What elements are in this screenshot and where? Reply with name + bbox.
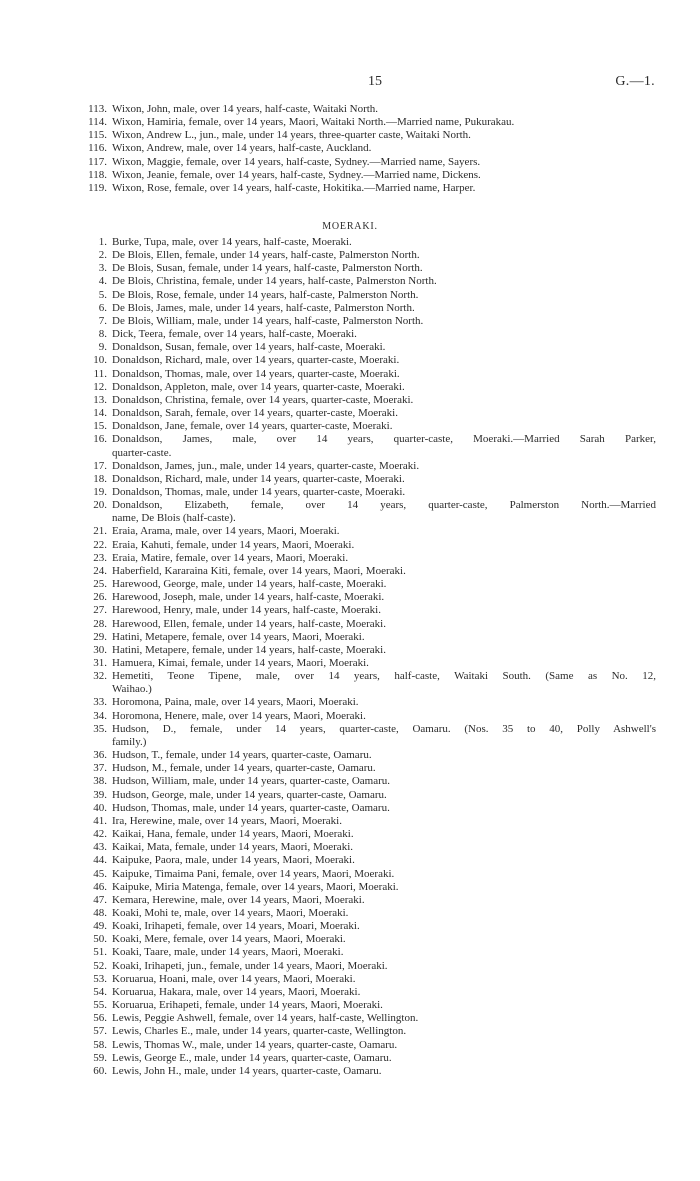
list-item xyxy=(0,433,700,459)
entry-text: Harewood, George, male, under 14 years, half-caste, Moeraki. xyxy=(112,578,387,591)
list-item xyxy=(0,696,700,709)
entry-text: Donaldson, Elizabeth, female, over 14 years, quarter-caste, Palmerston North.—Married xyxy=(112,499,656,512)
entry-text: Donaldson, James, jun., male, under 14 years, quarter-caste, Moeraki. xyxy=(112,459,420,472)
moeraki-entry-list xyxy=(0,236,700,1078)
entry-number: 21. xyxy=(93,525,107,538)
list-item xyxy=(0,644,700,657)
list-item xyxy=(0,999,700,1012)
entry-number: 119. xyxy=(88,181,107,194)
entry-text: Hudson, M., female, under 14 years, quarter-caste, Oamaru. xyxy=(112,762,376,775)
entry-text: Donaldson, Appleton, male, over 14 years, quarter-caste, Moeraki. xyxy=(112,380,405,393)
list-item xyxy=(0,591,700,604)
entry-text: Hudson, D., female, under 14 years, quarter-caste, Oamaru. (Nos. 35 to 40, Polly Ashwell's xyxy=(112,722,656,735)
entry-number: 32. xyxy=(93,670,107,683)
entry-text: Eraia, Matire, female, over 14 years, Maori, Moeraki. xyxy=(112,551,349,564)
entry-number: 13. xyxy=(93,393,107,406)
entry-continuation: family.) xyxy=(112,735,147,748)
entry-text: Donaldson, Sarah, female, over 14 years, quarter-caste, Moeraki. xyxy=(112,407,398,420)
list-item xyxy=(0,868,700,881)
list-item xyxy=(0,657,700,670)
list-item xyxy=(0,486,700,499)
entry-text: Koruarua, Erihapeti, female, under 14 years, Maori, Moeraki. xyxy=(112,999,383,1012)
entry-text: Donaldson, Richard, male, over 14 years, quarter-caste, Moeraki. xyxy=(112,354,400,367)
list-item xyxy=(0,604,700,617)
entry-text: Haberfield, Kararaina Kiti, female, over 14 years, Maori, Moeraki. xyxy=(112,564,406,577)
entry-text: Kaipuke, Paora, male, under 14 years, Maori, Moeraki. xyxy=(112,854,355,867)
entry-text: Ira, Herewine, male, over 14 years, Maori, Moeraki. xyxy=(112,814,342,827)
list-item xyxy=(0,973,700,986)
entry-number: 44. xyxy=(93,854,107,867)
entry-number: 42. xyxy=(93,828,107,841)
entry-number: 16. xyxy=(93,433,107,446)
entry-number: 41. xyxy=(93,814,107,827)
list-item xyxy=(0,828,700,841)
list-item xyxy=(0,762,700,775)
entry-number: 29. xyxy=(93,630,107,643)
entry-number: 36. xyxy=(93,749,107,762)
entry-number: 17. xyxy=(93,459,107,472)
page-number: 15 xyxy=(368,74,382,89)
entry-text: Wixon, Jeanie, female, over 14 years, half-caste, Sydney.—Married name, Dickens. xyxy=(112,168,481,181)
entry-number: 8. xyxy=(98,328,107,341)
list-item xyxy=(0,420,700,433)
entry-text: Harewood, Joseph, male, under 14 years, half-caste, Moeraki. xyxy=(112,591,385,604)
entry-number: 20. xyxy=(93,499,107,512)
list-item xyxy=(0,341,700,354)
list-item xyxy=(0,1065,700,1078)
entry-text: Lewis, John H., male, under 14 years, quarter-caste, Oamaru. xyxy=(112,1064,382,1077)
entry-text: Wixon, John, male, over 14 years, half-caste, Waitaki North. xyxy=(112,103,379,115)
entry-number: 37. xyxy=(93,762,107,775)
entry-number: 4. xyxy=(98,275,107,288)
entry-number: 7. xyxy=(98,314,107,327)
list-item xyxy=(0,907,700,920)
entry-number: 31. xyxy=(93,657,107,669)
entry-number: 3. xyxy=(98,262,107,275)
list-item xyxy=(0,631,700,644)
entry-number: 15. xyxy=(93,420,107,433)
entry-text: Eraia, Arama, male, over 14 years, Maori, Moeraki. xyxy=(112,525,340,538)
entry-number: 39. xyxy=(93,788,107,801)
entry-number: 19. xyxy=(93,485,107,498)
entry-text: Harewood, Henry, male, under 14 years, half-caste, Moeraki. xyxy=(112,604,381,617)
entry-text: Hudson, William, male, under 14 years, quarter-caste, Oamaru. xyxy=(112,775,391,788)
entry-number: 23. xyxy=(93,551,107,564)
entry-text: Donaldson, Christina, female, over 14 years, quarter-caste, Moeraki. xyxy=(112,393,414,406)
entry-number: 58. xyxy=(93,1038,107,1051)
entry-text: De Blois, Rose, female, under 14 years, half-caste, Palmerston North. xyxy=(112,288,419,301)
entry-number: 11. xyxy=(93,367,107,380)
list-item xyxy=(0,289,700,302)
entry-number: 54. xyxy=(93,985,107,998)
entry-text: Hatini, Metapere, female, under 14 years, half-caste, Moeraki. xyxy=(112,643,386,656)
entry-number: 117. xyxy=(88,155,107,168)
entry-number: 48. xyxy=(93,906,107,919)
list-item xyxy=(0,460,700,473)
list-item xyxy=(0,854,700,867)
entry-number: 28. xyxy=(93,617,107,630)
entry-text: De Blois, Ellen, female, under 14 years, half-caste, Palmerston North. xyxy=(112,249,420,262)
entry-text: Horomona, Paina, male, over 14 years, Maori, Moeraki. xyxy=(112,696,359,709)
entry-number: 5. xyxy=(98,288,107,301)
entry-text: Donaldson, Susan, female, over 14 years, half-caste, Moeraki. xyxy=(112,341,386,354)
list-item xyxy=(0,815,700,828)
list-item xyxy=(0,302,700,315)
entry-text: Wixon, Maggie, female, over 14 years, half-caste, Sydney.—Married name, Sayers. xyxy=(112,155,481,168)
document-code: G.—1. xyxy=(615,74,655,89)
entry-number: 51. xyxy=(93,946,107,959)
entry-number: 52. xyxy=(93,959,107,972)
entry-text: Eraia, Kahuti, female, under 14 years, Maori, Moeraki. xyxy=(112,538,355,551)
entry-continuation: quarter-caste. xyxy=(112,446,172,459)
entry-number: 118. xyxy=(88,168,107,181)
entry-continuation: name, De Blois (half-caste). xyxy=(112,512,236,525)
list-item xyxy=(0,394,700,407)
entry-text: Hatini, Metapere, female, over 14 years, Maori, Moeraki. xyxy=(112,630,365,643)
list-item xyxy=(0,275,700,288)
entry-text: Hamuera, Kimai, female, under 14 years, Maori, Moeraki. xyxy=(112,657,369,669)
list-item xyxy=(0,578,700,591)
entry-text: Koruarua, Hoani, male, over 14 years, Maori, Moeraki. xyxy=(112,972,356,985)
section-heading: MOERAKI. xyxy=(322,221,378,232)
entry-text: Lewis, Thomas W., male, under 14 years, quarter-caste, Oamaru. xyxy=(112,1038,398,1051)
entry-text: Koaki, Irihapeti, jun., female, under 14 years, Maori, Moeraki. xyxy=(112,959,388,972)
entry-number: 47. xyxy=(93,893,107,906)
entry-continuation: Waihao.) xyxy=(112,683,152,696)
entry-number: 35. xyxy=(93,722,107,735)
list-item xyxy=(0,881,700,894)
entry-text: Koaki, Taare, male, under 14 years, Maori, Moeraki. xyxy=(112,946,344,959)
list-item xyxy=(0,368,700,381)
list-item xyxy=(0,407,700,420)
list-item xyxy=(0,525,700,538)
list-item xyxy=(0,841,700,854)
entry-number: 57. xyxy=(93,1025,107,1038)
entry-number: 30. xyxy=(93,643,107,656)
entry-text: Koaki, Mohi te, male, over 14 years, Maori, Moeraki. xyxy=(112,906,349,919)
list-item xyxy=(0,1052,700,1065)
list-item xyxy=(0,236,700,249)
entry-text: Burke, Tupa, male, over 14 years, half-caste, Moeraki. xyxy=(112,236,352,248)
entry-number: 25. xyxy=(93,578,107,591)
entry-number: 22. xyxy=(93,538,107,551)
entry-text: Lewis, Charles E., male, under 14 years, quarter-caste, Wellington. xyxy=(112,1025,407,1038)
list-item xyxy=(0,473,700,486)
entry-text: Wixon, Andrew, male, over 14 years, half-caste, Auckland. xyxy=(112,142,372,155)
list-item xyxy=(0,315,700,328)
entry-number: 49. xyxy=(93,920,107,933)
list-item xyxy=(0,1039,700,1052)
list-item xyxy=(0,499,700,525)
entry-text: Hudson, T., female, under 14 years, quarter-caste, Oamaru. xyxy=(112,749,372,762)
entry-text: De Blois, Christina, female, under 14 years, half-caste, Palmerston North. xyxy=(112,275,437,288)
list-item xyxy=(0,249,700,262)
list-item xyxy=(0,618,700,631)
entry-text: Koaki, Irihapeti, female, over 14 years, Moari, Moeraki. xyxy=(112,920,360,933)
entry-text: Wixon, Rose, female, over 14 years, half-caste, Hokitika.—Married name, Harper. xyxy=(112,181,476,194)
list-item xyxy=(0,354,700,367)
entry-number: 46. xyxy=(93,880,107,893)
entry-text: Lewis, George E., male, under 14 years, quarter-caste, Oamaru. xyxy=(112,1051,392,1064)
entry-number: 33. xyxy=(93,696,107,709)
entry-text: Harewood, Ellen, female, under 14 years, half-caste, Moeraki. xyxy=(112,617,386,630)
entry-number: 113. xyxy=(88,103,107,115)
list-item xyxy=(0,946,700,959)
entry-number: 27. xyxy=(93,604,107,617)
entry-text: De Blois, James, male, under 14 years, half-caste, Palmerston North. xyxy=(112,301,415,314)
list-item xyxy=(0,103,700,116)
entry-number: 55. xyxy=(93,999,107,1012)
entry-number: 2. xyxy=(98,249,107,262)
entry-text: Hemetiti, Teone Tipene, male, over 14 years, half-caste, Waitaki South. (Same as No. 12, xyxy=(112,670,656,683)
entry-number: 60. xyxy=(93,1064,107,1077)
list-item xyxy=(0,1012,700,1025)
list-item xyxy=(0,789,700,802)
entry-number: 18. xyxy=(93,472,107,485)
list-item xyxy=(0,328,700,341)
entry-text: Hudson, Thomas, male, under 14 years, quarter-caste, Oamaru. xyxy=(112,801,390,814)
entry-text: Donaldson, Thomas, male, under 14 years, quarter-caste, Moeraki. xyxy=(112,485,406,498)
entry-text: De Blois, William, male, under 14 years, half-caste, Palmerston North. xyxy=(112,314,424,327)
list-item xyxy=(0,1025,700,1038)
entry-number: 45. xyxy=(93,867,107,880)
list-item xyxy=(0,960,700,973)
list-item xyxy=(0,723,700,749)
entry-text: Lewis, Peggie Ashwell, female, over 14 years, half-caste, Wellington. xyxy=(112,1012,419,1025)
entry-number: 56. xyxy=(93,1012,107,1025)
list-item xyxy=(0,156,700,169)
entry-text: Hudson, George, male, under 14 years, quarter-caste, Oamaru. xyxy=(112,788,387,801)
list-item xyxy=(0,142,700,155)
list-item xyxy=(0,710,700,723)
entry-number: 38. xyxy=(93,775,107,788)
entry-text: Donaldson, Thomas, male, over 14 years, quarter-caste, Moeraki. xyxy=(112,367,400,380)
entry-number: 1. xyxy=(98,236,107,248)
entry-text: Donaldson, Jane, female, over 14 years, quarter-caste, Moeraki. xyxy=(112,420,393,433)
entry-text: Wixon, Hamiria, female, over 14 years, Maori, Waitaki North.—Married name, Pukurakau. xyxy=(112,116,515,129)
list-item xyxy=(0,552,700,565)
list-item xyxy=(0,933,700,946)
entry-number: 14. xyxy=(93,407,107,420)
entry-number: 116. xyxy=(88,142,107,155)
entry-text: Koruarua, Hakara, male, over 14 years, Maori, Moeraki. xyxy=(112,985,361,998)
entry-text: Wixon, Andrew L., jun., male, under 14 years, three-quarter caste, Waitaki North. xyxy=(112,129,471,142)
list-item xyxy=(0,262,700,275)
page-header xyxy=(0,74,700,92)
entry-number: 115. xyxy=(88,129,107,142)
entry-text: Kaipuke, Miria Matenga, female, over 14 years, Maori, Moeraki. xyxy=(112,880,399,893)
list-item xyxy=(0,169,700,182)
entry-number: 43. xyxy=(93,841,107,854)
entry-number: 50. xyxy=(93,933,107,946)
entry-text: Kaipuke, Timaima Pani, female, over 14 years, Maori, Moeraki. xyxy=(112,867,395,880)
entry-number: 24. xyxy=(93,564,107,577)
entry-number: 12. xyxy=(93,380,107,393)
entry-number: 59. xyxy=(93,1051,107,1064)
entry-number: 6. xyxy=(98,301,107,314)
entry-number: 114. xyxy=(88,116,107,129)
list-item xyxy=(0,775,700,788)
list-item xyxy=(0,539,700,552)
list-item xyxy=(0,381,700,394)
list-item xyxy=(0,749,700,762)
list-item xyxy=(0,920,700,933)
entry-text: Kaikai, Hana, female, under 14 years, Maori, Moeraki. xyxy=(112,828,354,841)
entry-text: Dick, Teera, female, over 14 years, half-caste, Moeraki. xyxy=(112,328,357,341)
entry-text: Koaki, Mere, female, over 14 years, Maori, Moeraki. xyxy=(112,933,346,946)
entry-number: 34. xyxy=(93,709,107,722)
entry-number: 40. xyxy=(93,801,107,814)
wixon-entry-list xyxy=(0,103,700,195)
entry-text: Donaldson, Richard, male, under 14 years, quarter-caste, Moeraki. xyxy=(112,472,405,485)
list-item xyxy=(0,129,700,142)
list-item xyxy=(0,116,700,129)
entry-text: Donaldson, James, male, over 14 years, quarter-caste, Moeraki.—Married Sarah Parker, xyxy=(112,433,656,446)
list-item xyxy=(0,670,700,696)
entry-text: Kaikai, Mata, female, under 14 years, Maori, Moeraki. xyxy=(112,841,353,854)
entry-text: Kemara, Herewine, male, over 14 years, Maori, Moeraki. xyxy=(112,893,365,906)
entry-number: 9. xyxy=(98,341,107,354)
entry-text: De Blois, Susan, female, under 14 years, half-caste, Palmerston North. xyxy=(112,262,423,275)
entry-number: 26. xyxy=(93,591,107,604)
list-item xyxy=(0,565,700,578)
list-item xyxy=(0,986,700,999)
list-item xyxy=(0,182,700,195)
entry-number: 53. xyxy=(93,972,107,985)
entry-number: 10. xyxy=(93,354,107,367)
entry-text: Horomona, Henere, male, over 14 years, Maori, Moeraki. xyxy=(112,709,366,722)
list-item xyxy=(0,894,700,907)
list-item xyxy=(0,802,700,815)
